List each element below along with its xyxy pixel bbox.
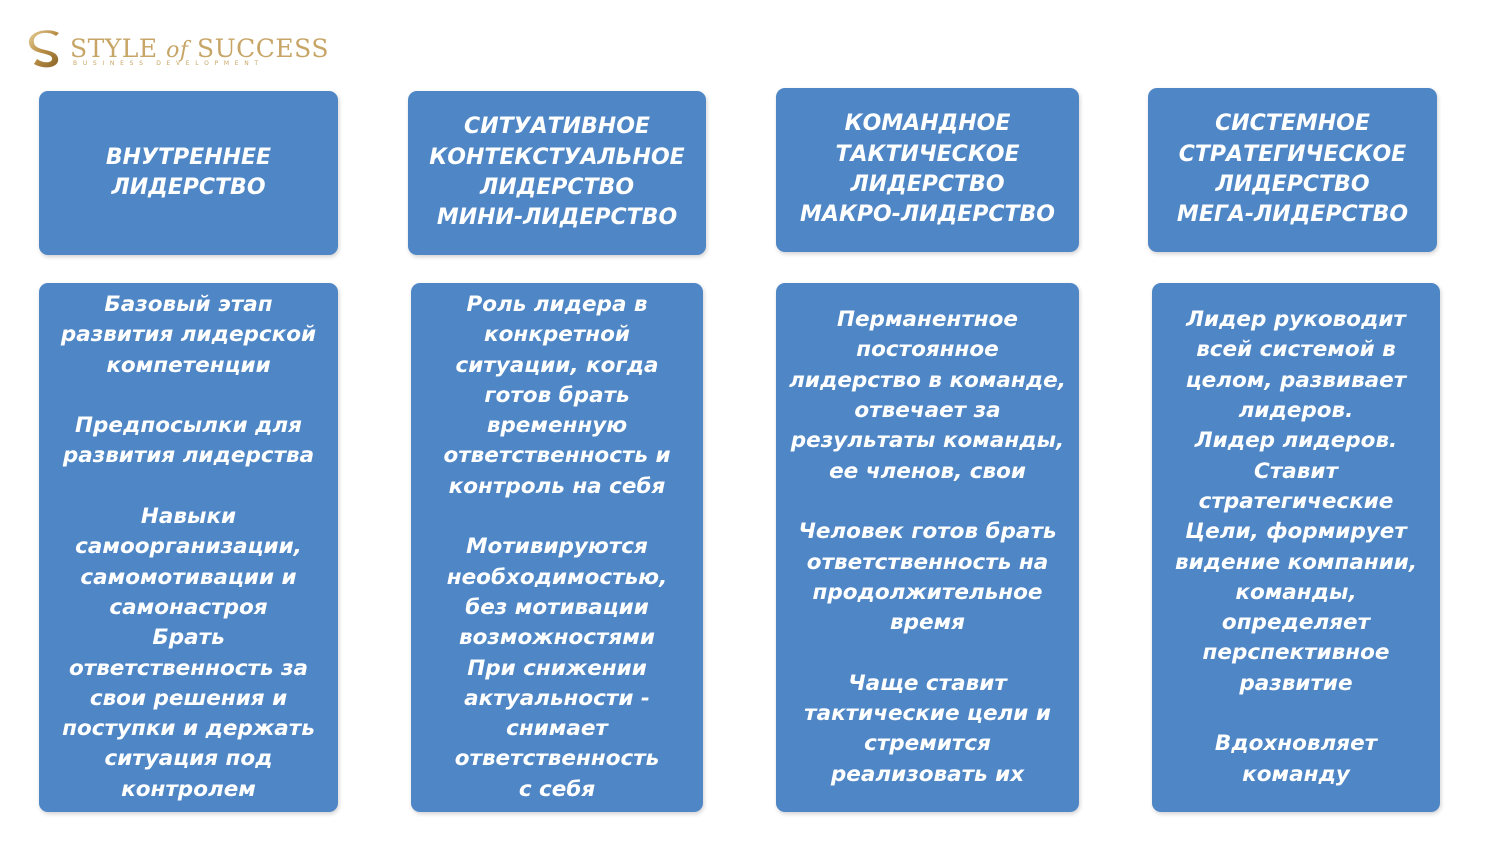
logo-title: STYLE of SUCCESS — [70, 34, 329, 63]
body-line: ее членов, свои — [829, 458, 1026, 484]
body-line: тактические цели и — [804, 700, 1051, 726]
body-line: Лидер руководит — [1186, 307, 1406, 333]
body-line: лидерство в команде, — [789, 367, 1066, 393]
body-line: Ставит — [1254, 458, 1338, 484]
body-line: контролем — [121, 776, 256, 802]
header-line: СИСТЕМНОЕ — [1215, 111, 1370, 137]
header-line: ЛИДЕРСТВО — [479, 175, 635, 200]
body-line: снимает — [506, 716, 608, 742]
body-line: Вдохновляет — [1214, 731, 1378, 757]
body-line: развитие — [1239, 670, 1353, 696]
header-line: СТРАТЕГИЧЕСКОЕ — [1178, 141, 1407, 167]
body-box-system-leadership — [1152, 283, 1440, 812]
body-line: Мотивируются — [466, 534, 648, 560]
header-line: КОМАНДНОЕ — [844, 111, 1011, 137]
header-line: ТАКТИЧЕСКОЕ — [835, 141, 1020, 167]
body-line: ответственность на — [806, 549, 1049, 575]
header-line: МИНИ-ЛИДЕРСТВО — [436, 205, 678, 231]
body-line: с себя — [518, 776, 596, 802]
body-line: возможностями — [459, 625, 655, 651]
body-line: всей системой в — [1196, 337, 1396, 363]
header-line: ЛИДЕРСТВО — [111, 175, 266, 200]
body-line: Цели, формирует — [1185, 519, 1407, 545]
body-line: свои решения и — [89, 685, 288, 711]
header-line: МЕГА-ЛИДЕРСТВО — [1176, 202, 1409, 228]
header-box-team-leadership — [776, 88, 1079, 252]
body-line: целом, развивает — [1185, 367, 1407, 393]
body-line: временную — [486, 413, 628, 439]
body-line: продолжительное — [812, 579, 1043, 605]
body-line: отвечает за — [854, 398, 1001, 424]
body-line: ситуации, когда — [455, 352, 659, 378]
logo — [26, 28, 329, 74]
body-line: Человек готов брать — [798, 519, 1057, 545]
header-line: СИТУАТИВНОЕ — [464, 114, 650, 140]
body-line: При снижении — [467, 655, 647, 681]
body-line: самонастроя — [109, 594, 268, 620]
body-line: Брать — [152, 625, 225, 651]
header-line: ЛИДЕРСТВО — [850, 172, 1005, 197]
body-line: конкретной — [484, 322, 630, 348]
body-line: самоорганизации, — [75, 534, 302, 560]
body-line: определяет — [1221, 610, 1371, 636]
body-line: Лидер лидеров. — [1194, 428, 1398, 454]
body-line: контроль на себя — [448, 473, 666, 499]
body-line: видение компании, — [1174, 549, 1418, 575]
body-line: стремится — [864, 731, 991, 757]
body-line: Роль лидера в — [466, 291, 648, 317]
logo-s-icon — [26, 28, 70, 72]
body-box-situational-leadership — [411, 283, 703, 812]
body-line: Навыки — [140, 504, 237, 530]
body-box-team-leadership — [776, 283, 1079, 812]
body-line: Чаще ставит — [848, 670, 1007, 696]
body-line: лидеров. — [1238, 398, 1354, 424]
body-line: необходимостью, — [446, 564, 668, 590]
body-line: поступки и держать — [62, 716, 315, 742]
body-line: готов брать — [484, 382, 630, 408]
body-line: Предпосылки для — [75, 413, 302, 439]
body-line: перспективное — [1202, 640, 1390, 666]
body-line: самомотивации и — [80, 564, 297, 590]
body-line: развития лидерской — [60, 322, 317, 348]
header-box-system-leadership — [1148, 88, 1437, 252]
body-line: Базовый этап — [104, 291, 273, 317]
header-line: КОНТЕКСТУАЛЬНОЕ — [429, 144, 685, 170]
body-line: команды, — [1235, 579, 1357, 605]
body-line: ответственность за — [68, 655, 309, 681]
header-line: ЛИДЕРСТВО — [1215, 172, 1370, 197]
body-line: реализовать их — [830, 761, 1025, 787]
header-box-situational-leadership — [408, 91, 706, 255]
body-line: компетенции — [106, 352, 271, 378]
body-line: развития лидерства — [62, 443, 315, 469]
body-line: стратегические — [1198, 488, 1394, 514]
header-line: ВНУТРЕННЕЕ — [105, 144, 272, 170]
header-box-inner-leadership — [39, 91, 338, 255]
body-line: постоянное — [856, 337, 999, 363]
body-box-inner-leadership — [39, 283, 338, 812]
logo-subtitle: BUSINESS DEVELOPMENT — [73, 60, 264, 67]
body-line: ситуация под — [104, 746, 273, 772]
header-line: МАКРО-ЛИДЕРСТВО — [800, 202, 1055, 228]
body-line: Перманентное — [836, 307, 1018, 333]
body-line: время — [890, 610, 965, 636]
body-line: команду — [1242, 761, 1350, 787]
body-line: без мотивации — [465, 594, 649, 620]
body-line: результаты команды, — [790, 428, 1065, 454]
body-line: ответственность — [454, 746, 660, 772]
body-line: ответственность и — [443, 443, 671, 469]
body-line: актуальности - — [464, 685, 650, 711]
